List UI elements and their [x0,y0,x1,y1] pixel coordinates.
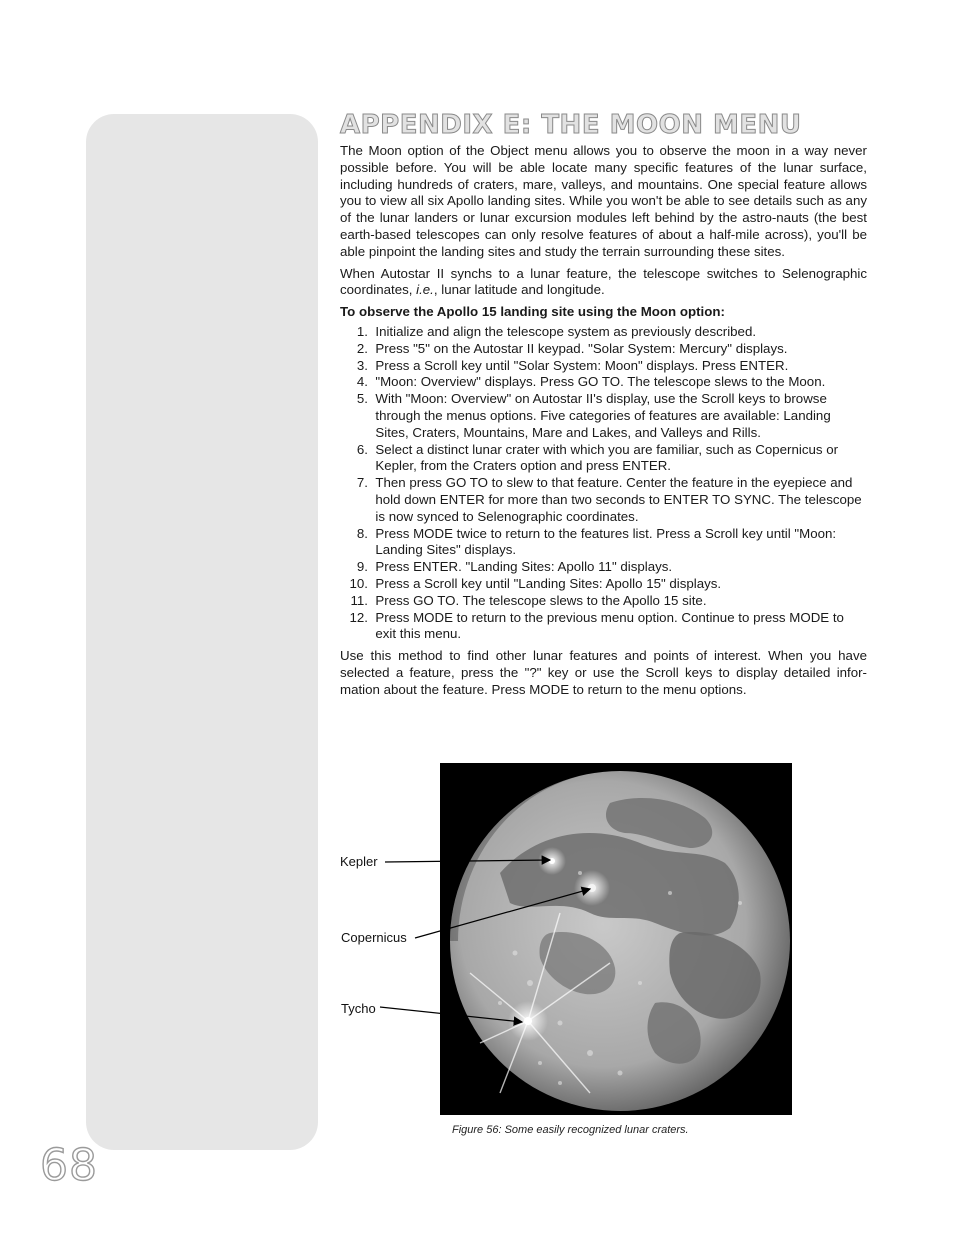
step-item [340,391,867,441]
step-number: 3. [356,357,368,373]
coordinates-text-em: i.e. [416,282,434,298]
step-item [340,341,867,358]
step-text: Press a Scroll key until "Landing Sites: Apollo 15" displays. [375,575,722,591]
step-number: 4. [356,374,368,390]
step-item [340,593,867,610]
step-text: Initialize and align the telescope system as previously described. [375,323,757,339]
step-item [340,475,867,525]
step-text: With "Moon: Overview" on Autostar II's display, use the Scroll keys to browse through the menus options. Five categories of features are available: Landing Sites, Craters, Mountains, Mare and Lakes, and Valleys and Rills. [375,391,831,440]
procedure-steps [340,324,867,643]
step-number: 10. [349,575,368,591]
step-item [340,526,867,560]
step-item [340,559,867,576]
page-title: APPENDIX E: THE MOON MENU [340,110,802,140]
step-number: 7. [356,475,368,491]
step-text: Press "5" on the Autostar II keypad. "Solar System: Mercury" displays. [375,340,788,356]
step-item [340,358,867,375]
coordinates-text-a: When Autostar II synchs to a lunar feature, the telescope switches to Selenographic coordinates, [340,265,867,298]
step-number: 2. [356,340,368,356]
step-number: 11. [350,592,368,608]
step-number: 5. [356,391,368,407]
step-number: 1. [356,323,368,339]
step-text: Press a Scroll key until "Solar System: Moon" displays. Press ENTER. [375,357,789,373]
moon-photo [440,763,792,1115]
intro-paragraph: The Moon option of the Object menu allows you to observe the moon in a way never possible before. You will be able locate many specific features of the lunar surface, including hundreds of craters, mare, valleys, and mountains. One special feature allows you to view all six Apollo landing sites. While you won't be able to see details such as any of the lunar landers or lunar excursion modules left behind by the astro-nauts (the best earth-based telescopes can only resolve features of about a half-mile across), you'll be able pinpoint the landing sites and study the terrain surrounding these sites. [340,143,867,259]
step-text: Press ENTER. "Landing Sites: Apollo 11" displays. [375,559,673,575]
step-item [340,610,867,644]
step-text: Press MODE to return to the previous menu option. Continue to press MODE to exit this menu. [375,609,844,642]
tycho-label: Tycho [341,1001,376,1016]
moon-image [440,763,792,1115]
copernicus-label: Copernicus [341,930,407,945]
coordinates-text-b: , lunar latitude and longitude. [433,282,605,298]
step-item [340,324,867,341]
figure-caption: Figure 56: Some easily recognized lunar craters. [452,1124,689,1136]
step-number: 12. [349,609,368,625]
step-text: Select a distinct lunar crater with which you are familiar, such as Copernicus or Kepler, from the Craters option and press ENTER. [375,441,839,474]
step-item [340,442,867,476]
step-text: Then press GO TO to slew to that feature. Center the feature in the eyepiece and hold down ENTER for more than two seconds to ENTER TO SYNC. The telescope is now synced to Selenographic coordinates. [375,475,862,524]
step-item [340,576,867,593]
body-text [340,143,867,704]
step-number: 8. [356,525,368,541]
step-text: "Moon: Overview" displays. Press GO TO. The telescope slews to the Moon. [375,374,826,390]
page-number: 68 [40,1140,98,1191]
step-text: Press GO TO. The telescope slews to the Apollo 15 site. [375,592,707,608]
step-text: Press MODE twice to return to the features list. Press a Scroll key until "Moon: Landing Sites" displays. [375,525,837,558]
kepler-label: Kepler [340,854,378,869]
closing-paragraph: Use this method to find other lunar features and points of interest. When you have selected a feature, press the "?" key or use the Scroll keys to display detailed infor-mation about the feature. Press MODE to return to the menu options. [340,648,867,697]
sidebar-panel [86,114,318,1150]
step-number: 6. [356,441,368,457]
procedure-heading: To observe the Apollo 15 landing site using the Moon option: [340,304,725,320]
step-number: 9. [356,559,368,575]
coordinates-paragraph [340,266,867,300]
step-item [340,374,867,391]
